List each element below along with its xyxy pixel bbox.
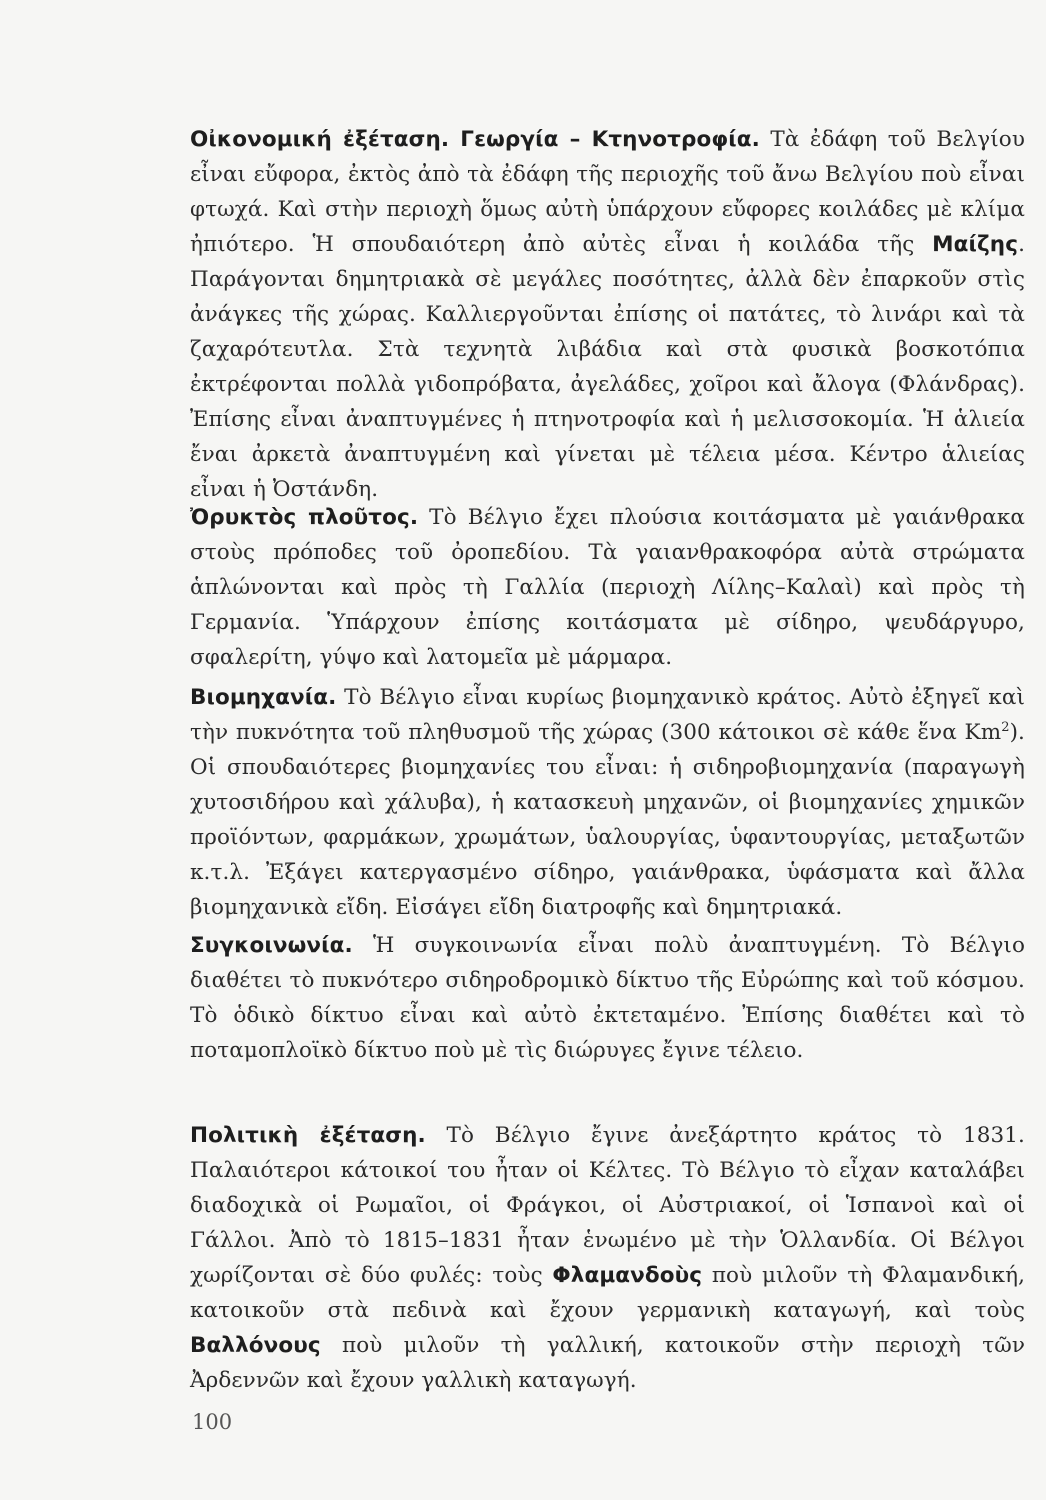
flemish-bold: Φλαμανδοὺς — [552, 1263, 703, 1288]
communication-heading: Συγκοινωνία. — [190, 933, 353, 958]
maize-valley-bold: Μαίζης — [932, 232, 1019, 257]
mineral-heading: Ὀρυκτὸς πλοῦτος. — [190, 505, 419, 530]
communication-section — [190, 928, 1025, 1068]
km-superscript: 2 — [1001, 719, 1010, 735]
politics-text-3: ποὺ μιλοῦν τὴ γαλλική, κατοικοῦν στὴν περιοχὴ τῶν Ἀρδεννῶν καὶ ἔχουν γαλλικὴ καταγωγή. — [190, 1333, 1025, 1393]
industry-heading: Βιομηχανία. — [190, 685, 337, 710]
industry-text-1: Τὸ Βέλγιο εἶναι κυρίως βιομηχανικὸ κράτος. Αὐτὸ ἐξηγεῖ καὶ τὴν πυκνότητα τοῦ πληθυσμοῦ τῆς χώρας (300 κάτοικοι σὲ κάθε ἕνα Km — [190, 685, 1025, 745]
economy-heading: Οἰκονομική ἐξέταση. Γεωργία – Κτηνοτροφία. — [190, 127, 760, 152]
economy-text-1: Τὰ ἐδάφη τοῦ Βελγίου εἶναι εὔφορα, ἐκτὸς ἀπὸ τὰ ἐδάφη τῆς περιοχῆς τοῦ ἄνω Βελγίου ποὺ εἶναι φτωχά. Καὶ στὴν περιοχὴ ὅμως αὐτὴ ὑπάρχουν εὔφορες κοιλάδες μὲ κλίμα ἠπιότερο. Ἡ σπουδαιότερη ἀπὸ αὐτὲς εἶναι ἡ κοιλάδα τῆς — [190, 127, 1025, 257]
politics-heading: Πολιτικὴ ἐξέταση. — [190, 1123, 426, 1148]
walloons-bold: Βαλλόνους — [190, 1333, 321, 1358]
economy-text-2: . Παράγονται δημητριακὰ σὲ μεγάλες ποσότητες, ἀλλὰ δὲν ἐπαρκοῦν στὶς ἀνάγκες τῆς χώρας. Καλλιεργοῦνται ἐπίσης οἱ πατάτες, τὸ λινάρι καὶ τὰ ζαχαρότευτλα. Στὰ τεχνητὰ λιβάδια καὶ στὰ φυσικὰ βοσκοτόπια ἐκτρέφονται πολλὰ γιδοπρόβατα, ἀγελάδες, χοῖροι καὶ ἄλογα (Φλάνδρας). Ἐπίσης εἶναι ἀναπτυγμένες ἡ πτηνοτροφία καὶ ἡ μελισσοκομία. Ἡ ἁλιεία ἔναι ἀρκετὰ ἀναπτυγμένη καὶ γίνεται μὲ τέλεια μέσα. Κέντρο ἁλιείας εἶναι ἡ Ὀστάνδη. — [190, 232, 1025, 502]
page-number: 100 — [192, 1410, 233, 1434]
politics-section — [190, 1118, 1025, 1398]
mineral-section — [190, 500, 1025, 675]
communication-text: Ἡ συγκοινωνία εἶναι πολὺ ἀναπτυγμένη. Τὸ Βέλγιο διαθέτει τὸ πυκνότερο σιδηροδρομικὸ δίκτυο τῆς Εὐρώπης καὶ τοῦ κόσμου. Τὸ ὁδικὸ δίκτυο εἶναι καὶ αὐτὸ ἐκτεταμένο. Ἐπίσης διαθέτει καὶ τὸ ποταμοπλοϊκὸ δίκτυο ποὺ μὲ τὶς διώρυγες ἔγινε τέλειο. — [190, 933, 1025, 1063]
mineral-text: Τὸ Βέλγιο ἔχει πλούσια κοιτάσματα μὲ γαιάνθρακα στοὺς πρόποδες τοῦ ὀροπεδίου. Τὰ γαιανθρακοφόρα αὐτὰ στρώματα ἁπλώνονται καὶ πρὸς τὴ Γαλλία (περιοχὴ Λίλης–Καλαὶ) καὶ πρὸς τὴ Γερμανία. Ὑπάρχουν ἐπίσης κοιτάσματα μὲ σίδηρο, ψευδάργυρο, σφαλερίτη, γύψο καὶ λατομεῖα μὲ μάρμαρα. — [190, 505, 1025, 670]
politics-text-1: Τὸ Βέλγιο ἔγινε ἀνεξάρτητο κράτος τὸ 1831. Παλαιότεροι κάτοικοί του ἦταν οἱ Κέλτες. Τὸ Βέλγιο τὸ εἶχαν καταλάβει διαδοχικὰ οἱ Ρωμαῖοι, οἱ Φράγκοι, οἱ Αὐστριακοί, οἱ Ἱσπανοὶ καὶ οἱ Γάλλοι. Ἀπὸ τὸ 1815–1831 ἦταν ἑνωμένο μὲ τὴν Ὁλλανδία. Οἱ Βέλγοι χωρίζονται σὲ δύο φυλές: τοὺς — [190, 1123, 1025, 1288]
economy-section — [190, 122, 1025, 507]
politics-text-2: ποὺ μιλοῦν τὴ Φλαμανδική, κατοικοῦν στὰ πεδινὰ καὶ ἔχουν γερμανικὴ καταγωγή, καὶ τοὺς — [190, 1263, 1025, 1323]
industry-text-2: ). Οἱ σπουδαιότερες βιομηχανίες του εἶναι: ἡ σιδηροβιομηχανία (παραγωγὴ χυτοσιδήρου καὶ χάλυβα), ἡ κατασκευὴ μηχανῶν, οἱ βιομηχανίες χημικῶν προϊόντων, φαρμάκων, χρωμάτων, ὑαλουργίας, ὑφαντουργίας, μεταξωτῶν κ.τ.λ. Ἐξάγει κατεργασμένο σίδηρο, γαιάνθρακα, ὑφάσματα καὶ ἄλλα βιομηχανικὰ εἴδη. Εἰσάγει εἴδη διατροφῆς καὶ δημητριακά. — [190, 720, 1025, 920]
industry-section — [190, 680, 1025, 925]
